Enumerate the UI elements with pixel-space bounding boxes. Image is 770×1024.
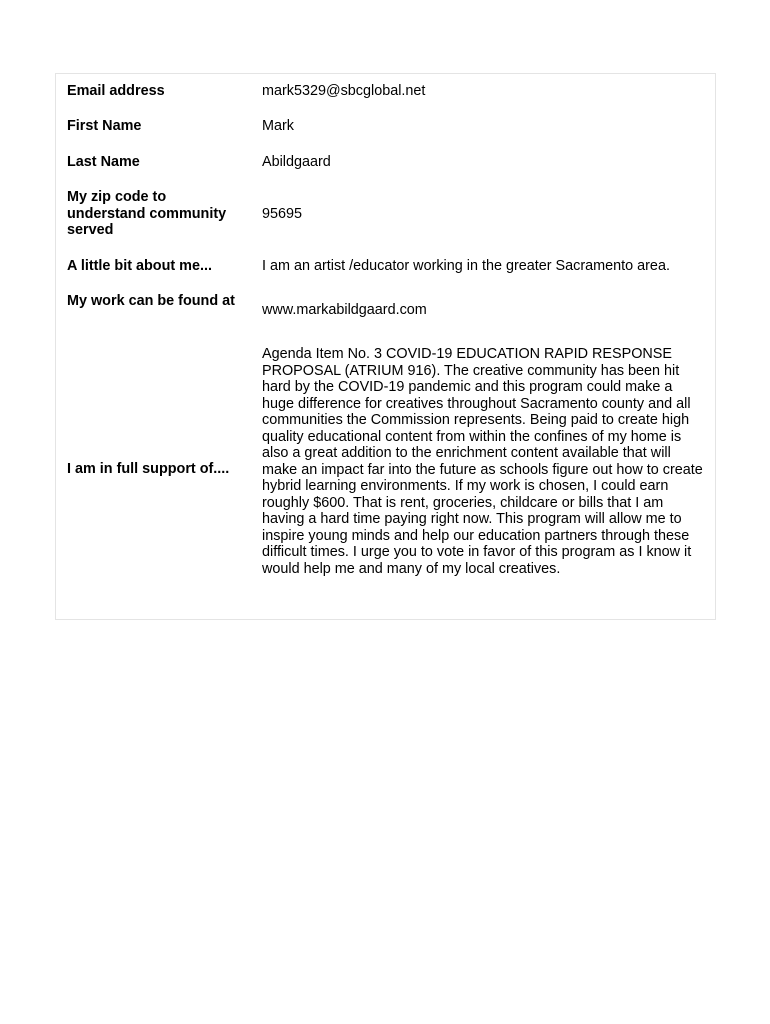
email-value: mark5329@sbcglobal.net <box>262 83 426 99</box>
work-url-value: www.markabildgaard.com <box>262 302 427 318</box>
full-support-statement: Agenda Item No. 3 COVID-19 EDUCATION RAPID RESPONSE PROPOSAL (ATRIUM 916). The creative community has been hit hard by the COVID-19 pandemic and this program could make a huge difference for creatives throughout Sacramento county and all communities the Commission represents. Being paid to create high quality educational content from within the confines of my home is also a great addition to the enrichment content available that will make an impact far into the future as schools figure out how to create hybrid learning environments. If my work is chosen, I could earn roughly $600. That is rent, groceries, childcare or bills that I am having a hard time paying right now. This program will allow me to inspire young minds and help our education partners through these difficult times. I urge you to vote in favor of this program as I know it would help me and many of my local creatives. <box>262 346 703 577</box>
first-name-label: First Name <box>67 118 142 134</box>
last-name-label: Last Name <box>67 154 140 170</box>
first-name-value: Mark <box>262 118 294 134</box>
work-found-at-label: My work can be found at <box>67 293 235 309</box>
full-support-label: I am in full support of.... <box>67 461 230 477</box>
zip-code-label: My zip code to understand community served <box>67 189 227 238</box>
zip-code-value: 95695 <box>262 206 303 222</box>
email-label: Email address <box>67 83 165 99</box>
about-me-value: I am an artist /educator working in the greater Sacramento area. <box>262 258 670 274</box>
last-name-value: Abildgaard <box>262 154 331 170</box>
submission-form-table <box>55 73 716 620</box>
about-me-label: A little bit about me... <box>67 258 212 274</box>
